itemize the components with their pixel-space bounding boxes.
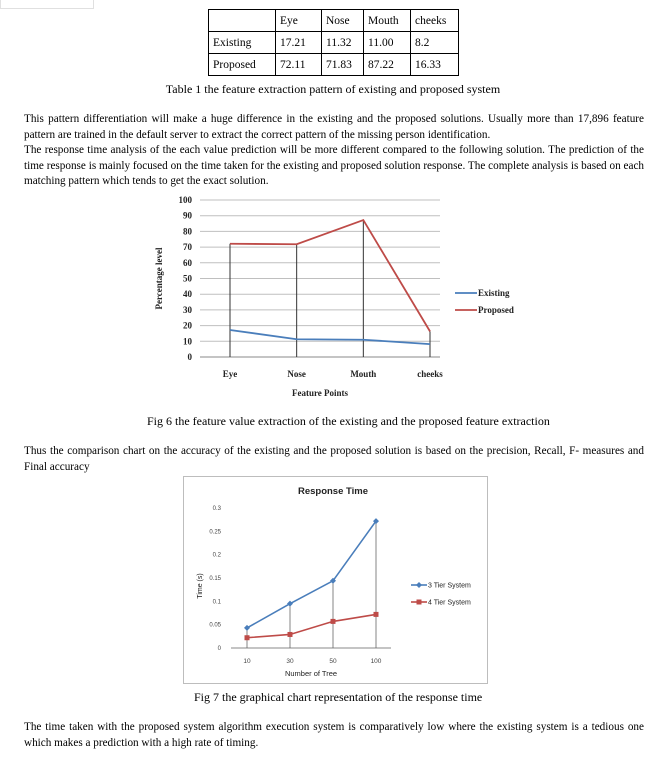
table-cell: 8.2 bbox=[411, 32, 459, 54]
y-tick-label: 0.15 bbox=[209, 576, 221, 582]
data-point-marker bbox=[288, 632, 293, 637]
y-tick-label: 0.1 bbox=[212, 599, 221, 606]
legend-marker bbox=[417, 600, 422, 605]
x-tick-label: cheeks bbox=[417, 369, 443, 379]
table-header-cell: cheeks bbox=[411, 10, 459, 32]
paragraph-1: This pattern differentiation will make a huge difference in the existing and the proposed solutions. Usually more than 17,896 feature pattern are trained in the default server to extract the correct pattern of the missing person identification. bbox=[24, 113, 644, 141]
table-header-cell: Eye bbox=[276, 10, 322, 32]
y-tick-label: 20 bbox=[183, 320, 192, 331]
table-cell: 71.83 bbox=[322, 54, 364, 76]
x-tick-label: Mouth bbox=[350, 369, 377, 379]
x-tick-label: 50 bbox=[329, 658, 337, 665]
data-point-marker bbox=[374, 612, 379, 617]
row-label: Existing bbox=[209, 32, 276, 54]
x-tick-label: Nose bbox=[287, 369, 306, 379]
y-tick-label: 100 bbox=[178, 195, 192, 205]
y-tick-label: 0.3 bbox=[212, 506, 221, 512]
y-tick-label: 80 bbox=[183, 226, 192, 237]
table-header-cell: Mouth bbox=[364, 10, 411, 32]
table-cell: 72.11 bbox=[276, 54, 322, 76]
y-tick-label: 90 bbox=[183, 210, 192, 221]
table-header-cell bbox=[209, 10, 276, 32]
table-cell: 17.21 bbox=[276, 32, 322, 54]
y-tick-label: 60 bbox=[183, 257, 192, 268]
x-tick-label: 10 bbox=[243, 658, 251, 665]
y-tick-label: 10 bbox=[183, 336, 192, 347]
paragraph-2: The response time analysis of the each value prediction will be more different compared to the following solution. The prediction of the time response is mainly focused on the time taken for the existing and proposed solution response. The complete analysis is based on each matching pattern which tends to get the exact solution. bbox=[24, 144, 644, 187]
y-axis-label: Time (s) bbox=[197, 573, 204, 599]
legend-label: 4 Tier System bbox=[428, 599, 471, 607]
chart-title: Response Time bbox=[297, 486, 369, 497]
table-header-row bbox=[209, 10, 459, 32]
fig7-caption: Fig 7 the graphical chart representation of the response time bbox=[194, 690, 483, 704]
paragraph-3: Thus the comparison chart on the accuracy of the existing and the proposed solution is based on the precision, Recall, F- measures and Final accuracy bbox=[24, 445, 644, 473]
table-caption: Table 1 the feature extraction pattern of existing and proposed system bbox=[165, 82, 501, 96]
y-tick-label: 40 bbox=[183, 289, 192, 300]
feature-points-chart bbox=[150, 190, 550, 405]
chart-frame bbox=[184, 477, 488, 684]
table-cell: 16.33 bbox=[411, 54, 459, 76]
y-tick-label: 0.2 bbox=[212, 552, 221, 559]
table-cell: 87.22 bbox=[364, 54, 411, 76]
table-header-cell: Nose bbox=[322, 10, 364, 32]
series-line-existing bbox=[230, 330, 430, 344]
y-axis-label: Percentage level bbox=[154, 247, 164, 310]
data-point-marker bbox=[331, 619, 336, 624]
row-label: Proposed bbox=[209, 54, 276, 76]
x-tick-label: 30 bbox=[286, 658, 294, 665]
legend-label: Proposed bbox=[478, 305, 514, 315]
y-tick-label: 70 bbox=[183, 242, 192, 253]
y-tick-label: 0 bbox=[217, 646, 221, 652]
x-tick-label: Eye bbox=[222, 369, 238, 379]
x-tick-label: 100 bbox=[370, 658, 382, 665]
series-line-proposed bbox=[230, 220, 430, 331]
y-tick-label: 50 bbox=[183, 273, 192, 284]
y-tick-label: 0.05 bbox=[209, 622, 221, 629]
table-row bbox=[209, 32, 459, 54]
data-point-marker bbox=[245, 635, 250, 640]
table-row bbox=[209, 54, 459, 76]
legend-label: 3 Tier System bbox=[428, 582, 471, 590]
y-tick-label: 0 bbox=[187, 352, 192, 362]
x-axis-label: Number of Tree bbox=[284, 669, 338, 678]
table-cell: 11.00 bbox=[364, 32, 411, 54]
table-cell: 11.32 bbox=[322, 32, 364, 54]
response-time-chart bbox=[183, 476, 488, 684]
fig6-caption: Fig 6 the feature value extraction of the existing and the proposed feature extraction bbox=[147, 414, 550, 428]
y-tick-label: 0.25 bbox=[209, 529, 221, 536]
header-tab bbox=[0, 0, 94, 9]
feature-table bbox=[208, 9, 459, 76]
x-axis-label: Feature Points bbox=[291, 388, 349, 398]
legend-label: Existing bbox=[478, 288, 510, 298]
y-tick-label: 30 bbox=[183, 304, 192, 315]
paragraph-4: The time taken with the proposed system algorithm execution system is comparatively low where the existing system is a tedious one which makes a prediction with a high rate of timing. bbox=[24, 721, 644, 749]
